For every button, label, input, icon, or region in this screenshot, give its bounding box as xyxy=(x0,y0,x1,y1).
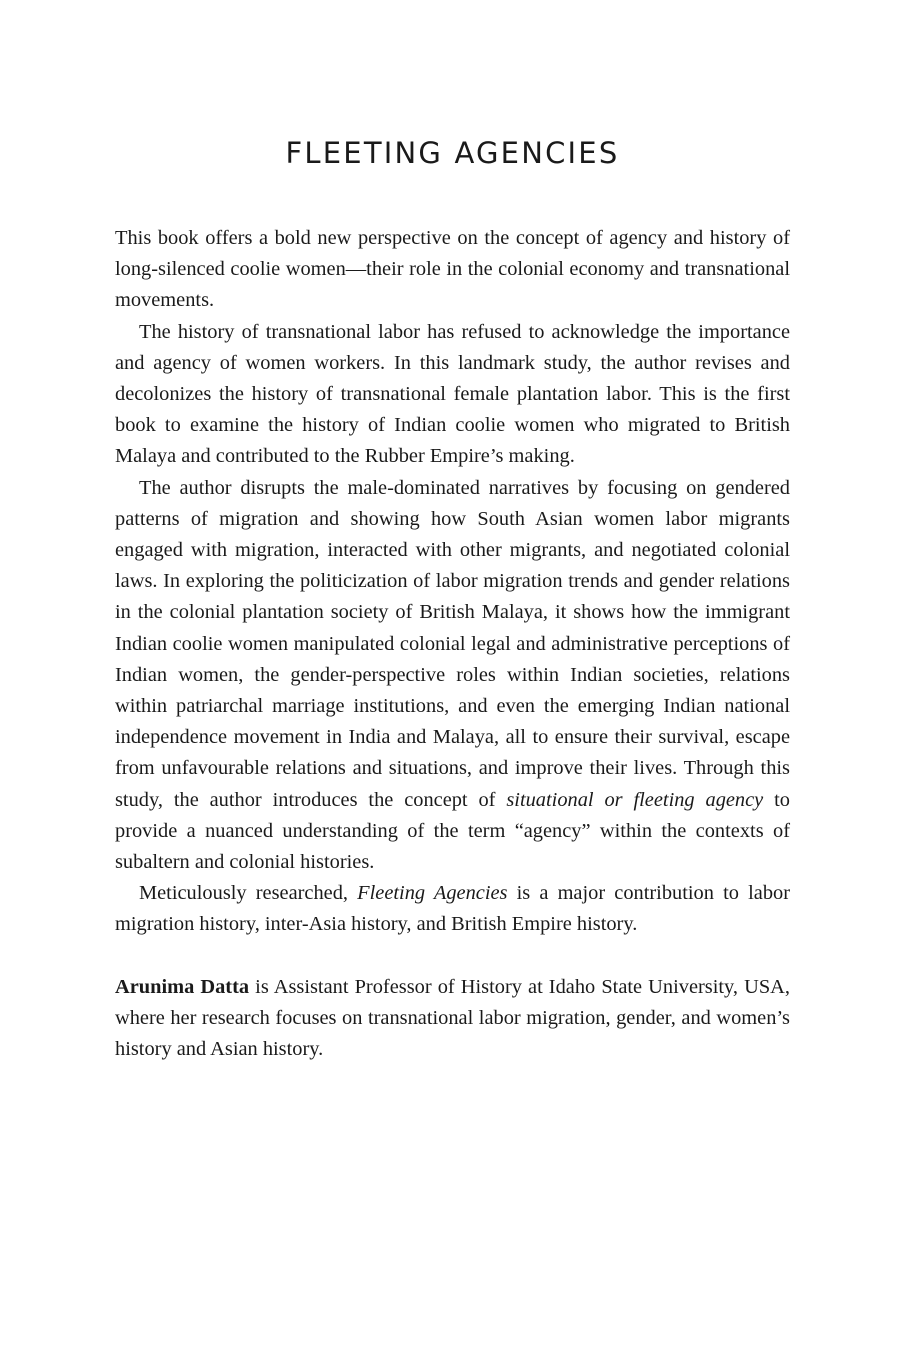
book-description xyxy=(115,223,790,941)
paragraph-1-text: This book offers a bold new perspective on the concept of agency and history of long-silenced coolie women—their role in the colonial economy and transnational movements. xyxy=(115,227,790,312)
author-bio xyxy=(115,972,790,1066)
paragraph-4-text-end: is a major contribution to labor migration history, inter-Asia history, and British Empire history. xyxy=(115,882,790,936)
paragraph-4-italic-title: Fleeting Agencies xyxy=(357,882,508,905)
paragraph-3-text-end: to provide a nuanced understanding of the term “agency” within the contexts of subaltern and colonial histories. xyxy=(115,788,790,874)
author-bio-text: is Assistant Professor of History at Idaho State University, USA, where her research focuses on transnational labor migration, gender, and women’s history and Asian history. xyxy=(115,976,790,1061)
paragraph-4-text-start: Meticulously researched, xyxy=(139,882,358,905)
description-paragraph-4 xyxy=(115,878,790,940)
paragraph-2-text: The history of transnational labor has refused to acknowledge the importance and agency of women workers. In this landmark study, the author revises and decolonizes the history of transnational female plantation labor. This is the first book to examine the history of Indian coolie women who migrated to British Malaya and contributed to the Rubber Empire’s making. xyxy=(115,320,790,468)
book-title: FLEETING AGENCIES xyxy=(285,136,620,170)
description-paragraph-1 xyxy=(115,223,790,317)
paragraph-3-text-start: The author disrupts the male-dominated narratives by focusing on gendered patterns of migration and showing how South Asian women labor migrants engaged with migration, interacted with other migrants, and negotiated colonial laws. In exploring the politicization of labor migration trends and gender relations in the colonial plantation society of British Malaya, it shows how the immigrant Indian coolie women manipulated colonial legal and administrative perceptions of Indian women, the gender-perspective roles within Indian societies, relations within patriarchal marriage institutions, and even the emerging Indian national independence movement in India and Malaya, all to ensure their survival, escape from unfavourable relations and situations, and improve their lives. Through this study, the author introduces the concept of xyxy=(115,476,790,811)
author-name: Arunima Datta xyxy=(115,976,250,998)
paragraph-3-italic-term: situational or fleeting agency xyxy=(506,788,764,811)
description-paragraph-3 xyxy=(115,473,790,879)
description-paragraph-2 xyxy=(115,317,790,473)
